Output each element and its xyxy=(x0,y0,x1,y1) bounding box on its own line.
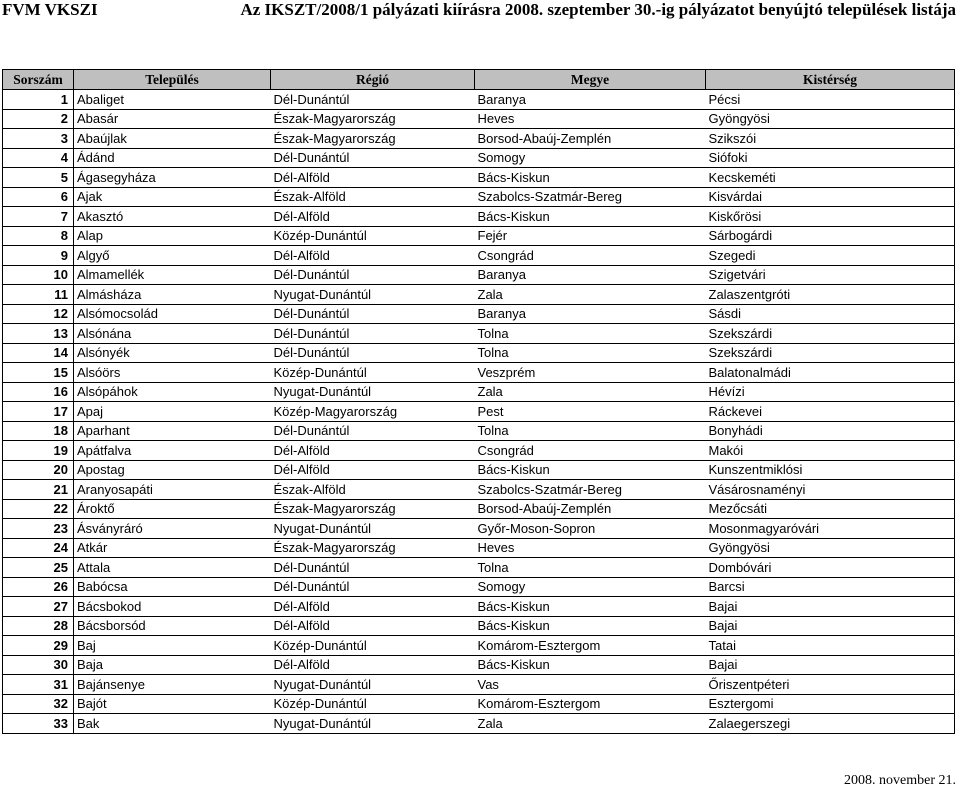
row-number: 31 xyxy=(3,675,74,695)
region-name: Észak-Alföld xyxy=(271,187,475,207)
county-name: Baranya xyxy=(475,265,706,285)
column-header-sorszam: Sorszám xyxy=(3,70,74,90)
county-name: Szabolcs-Szatmár-Bereg xyxy=(475,187,706,207)
region-name: Dél-Alföld xyxy=(271,597,475,617)
table-row xyxy=(3,285,955,305)
region-name: Dél-Dunántúl xyxy=(271,90,475,110)
row-number: 4 xyxy=(3,148,74,168)
region-name: Nyugat-Dunántúl xyxy=(271,382,475,402)
subregion-name: Tatai xyxy=(706,636,955,656)
row-number: 8 xyxy=(3,226,74,246)
county-name: Tolna xyxy=(475,558,706,578)
column-header-kisterseg: Kistérség xyxy=(706,70,955,90)
settlement-name: Abaliget xyxy=(74,90,271,110)
subregion-name: Esztergomi xyxy=(706,694,955,714)
region-name: Közép-Dunántúl xyxy=(271,636,475,656)
subregion-name: Gyöngyösi xyxy=(706,538,955,558)
region-name: Nyugat-Dunántúl xyxy=(271,675,475,695)
row-number: 27 xyxy=(3,597,74,617)
region-name: Dél-Alföld xyxy=(271,246,475,266)
subregion-name: Szigetvári xyxy=(706,265,955,285)
region-name: Közép-Dunántúl xyxy=(271,694,475,714)
table-row xyxy=(3,265,955,285)
table-header-row xyxy=(3,70,955,90)
table-row xyxy=(3,109,955,129)
row-number: 7 xyxy=(3,207,74,227)
row-number: 11 xyxy=(3,285,74,305)
subregion-name: Balatonalmádi xyxy=(706,363,955,383)
region-name: Nyugat-Dunántúl xyxy=(271,714,475,734)
settlement-name: Bajánsenye xyxy=(74,675,271,695)
subregion-name: Hévízi xyxy=(706,382,955,402)
settlement-name: Aranyosapáti xyxy=(74,480,271,500)
region-name: Dél-Dunántúl xyxy=(271,343,475,363)
region-name: Észak-Magyarország xyxy=(271,129,475,149)
settlement-name: Abaújlak xyxy=(74,129,271,149)
table-row xyxy=(3,363,955,383)
region-name: Dél-Dunántúl xyxy=(271,148,475,168)
settlement-name: Ágasegyháza xyxy=(74,168,271,188)
county-name: Tolna xyxy=(475,343,706,363)
county-name: Vas xyxy=(475,675,706,695)
county-name: Zala xyxy=(475,714,706,734)
county-name: Bács-Kiskun xyxy=(475,168,706,188)
table-row xyxy=(3,441,955,461)
table-row xyxy=(3,636,955,656)
county-name: Heves xyxy=(475,538,706,558)
county-name: Borsod-Abaúj-Zemplén xyxy=(475,499,706,519)
row-number: 17 xyxy=(3,402,74,422)
region-name: Dél-Alföld xyxy=(271,616,475,636)
county-name: Szabolcs-Szatmár-Bereg xyxy=(475,480,706,500)
county-name: Bács-Kiskun xyxy=(475,597,706,617)
subregion-name: Ráckevei xyxy=(706,402,955,422)
settlement-name: Apostag xyxy=(74,460,271,480)
subregion-name: Siófoki xyxy=(706,148,955,168)
row-number: 5 xyxy=(3,168,74,188)
subregion-name: Szikszói xyxy=(706,129,955,149)
row-number: 6 xyxy=(3,187,74,207)
region-name: Nyugat-Dunántúl xyxy=(271,519,475,539)
region-name: Nyugat-Dunántúl xyxy=(271,285,475,305)
settlement-name: Abasár xyxy=(74,109,271,129)
settlement-name: Attala xyxy=(74,558,271,578)
county-name: Csongrád xyxy=(475,246,706,266)
region-name: Észak-Magyarország xyxy=(271,499,475,519)
row-number: 22 xyxy=(3,499,74,519)
region-name: Közép-Dunántúl xyxy=(271,226,475,246)
subregion-name: Bonyhádi xyxy=(706,421,955,441)
table-row xyxy=(3,421,955,441)
row-number: 13 xyxy=(3,324,74,344)
column-header-megye: Megye xyxy=(475,70,706,90)
settlement-name: Alap xyxy=(74,226,271,246)
table-row xyxy=(3,129,955,149)
county-name: Bács-Kiskun xyxy=(475,655,706,675)
settlement-name: Babócsa xyxy=(74,577,271,597)
region-name: Dél-Dunántúl xyxy=(271,421,475,441)
subregion-name: Gyöngyösi xyxy=(706,109,955,129)
table-row xyxy=(3,187,955,207)
region-name: Dél-Alföld xyxy=(271,460,475,480)
subregion-name: Kecskeméti xyxy=(706,168,955,188)
county-name: Győr-Moson-Sopron xyxy=(475,519,706,539)
table-row xyxy=(3,246,955,266)
subregion-name: Zalaegerszegi xyxy=(706,714,955,734)
subregion-name: Barcsi xyxy=(706,577,955,597)
row-number: 32 xyxy=(3,694,74,714)
page-title: Az IKSZT/2008/1 pályázati kiírásra 2008. szeptember 30.-ig pályázatot benyújtó települések listája xyxy=(240,0,956,19)
row-number: 23 xyxy=(3,519,74,539)
table-row xyxy=(3,519,955,539)
row-number: 12 xyxy=(3,304,74,324)
region-name: Dél-Dunántúl xyxy=(271,558,475,578)
table-row xyxy=(3,499,955,519)
county-name: Zala xyxy=(475,382,706,402)
row-number: 18 xyxy=(3,421,74,441)
county-name: Somogy xyxy=(475,148,706,168)
settlement-name: Ároktő xyxy=(74,499,271,519)
table-row xyxy=(3,480,955,500)
row-number: 33 xyxy=(3,714,74,734)
settlement-name: Algyő xyxy=(74,246,271,266)
settlement-name: Aparhant xyxy=(74,421,271,441)
row-number: 29 xyxy=(3,636,74,656)
column-header-telepules: Település xyxy=(74,70,271,90)
settlement-name: Alsómocsolád xyxy=(74,304,271,324)
column-header-regio: Régió xyxy=(271,70,475,90)
row-number: 10 xyxy=(3,265,74,285)
region-name: Dél-Dunántúl xyxy=(271,304,475,324)
table-body xyxy=(3,90,955,734)
settlement-name: Alsópáhok xyxy=(74,382,271,402)
row-number: 14 xyxy=(3,343,74,363)
region-name: Dél-Dunántúl xyxy=(271,324,475,344)
table-row xyxy=(3,714,955,734)
table-row xyxy=(3,90,955,110)
row-number: 9 xyxy=(3,246,74,266)
region-name: Észak-Magyarország xyxy=(271,538,475,558)
settlement-name: Bácsbokod xyxy=(74,597,271,617)
subregion-name: Mezőcsáti xyxy=(706,499,955,519)
settlement-name: Baj xyxy=(74,636,271,656)
county-name: Baranya xyxy=(475,90,706,110)
settlement-name: Apaj xyxy=(74,402,271,422)
region-name: Dél-Dunántúl xyxy=(271,265,475,285)
county-name: Bács-Kiskun xyxy=(475,616,706,636)
row-number: 20 xyxy=(3,460,74,480)
table-row xyxy=(3,324,955,344)
county-name: Somogy xyxy=(475,577,706,597)
table-row xyxy=(3,207,955,227)
table-row xyxy=(3,616,955,636)
settlement-name: Alsónyék xyxy=(74,343,271,363)
table-row xyxy=(3,148,955,168)
row-number: 21 xyxy=(3,480,74,500)
settlement-name: Bajót xyxy=(74,694,271,714)
subregion-name: Szegedi xyxy=(706,246,955,266)
row-number: 28 xyxy=(3,616,74,636)
region-name: Dél-Alföld xyxy=(271,441,475,461)
subregion-name: Szekszárdi xyxy=(706,343,955,363)
county-name: Heves xyxy=(475,109,706,129)
county-name: Komárom-Esztergom xyxy=(475,694,706,714)
row-number: 16 xyxy=(3,382,74,402)
table-row xyxy=(3,304,955,324)
subregion-name: Makói xyxy=(706,441,955,461)
subregion-name: Dombóvári xyxy=(706,558,955,578)
table-row xyxy=(3,538,955,558)
county-name: Borsod-Abaúj-Zemplén xyxy=(475,129,706,149)
table-row xyxy=(3,343,955,363)
settlement-name: Apátfalva xyxy=(74,441,271,461)
region-name: Dél-Alföld xyxy=(271,207,475,227)
settlement-name: Ásványráró xyxy=(74,519,271,539)
subregion-name: Bajai xyxy=(706,616,955,636)
document-date: 2008. november 21. xyxy=(844,773,956,788)
settlement-name: Bak xyxy=(74,714,271,734)
table-row xyxy=(3,558,955,578)
table-row xyxy=(3,577,955,597)
settlement-name: Ádánd xyxy=(74,148,271,168)
table-row xyxy=(3,694,955,714)
table-row xyxy=(3,460,955,480)
county-name: Bács-Kiskun xyxy=(475,460,706,480)
table-row xyxy=(3,655,955,675)
county-name: Tolna xyxy=(475,324,706,344)
settlement-name: Baja xyxy=(74,655,271,675)
county-name: Csongrád xyxy=(475,441,706,461)
county-name: Fejér xyxy=(475,226,706,246)
table-row xyxy=(3,675,955,695)
settlement-name: Alsóörs xyxy=(74,363,271,383)
county-name: Zala xyxy=(475,285,706,305)
settlements-table xyxy=(2,69,955,734)
table-row xyxy=(3,382,955,402)
county-name: Komárom-Esztergom xyxy=(475,636,706,656)
subregion-name: Bajai xyxy=(706,597,955,617)
table-row xyxy=(3,402,955,422)
subregion-name: Kisvárdai xyxy=(706,187,955,207)
subregion-name: Bajai xyxy=(706,655,955,675)
county-name: Baranya xyxy=(475,304,706,324)
table-row xyxy=(3,597,955,617)
row-number: 30 xyxy=(3,655,74,675)
table-row xyxy=(3,168,955,188)
county-name: Pest xyxy=(475,402,706,422)
row-number: 3 xyxy=(3,129,74,149)
row-number: 19 xyxy=(3,441,74,461)
subregion-name: Pécsi xyxy=(706,90,955,110)
settlement-name: Almamellék xyxy=(74,265,271,285)
subregion-name: Őriszentpéteri xyxy=(706,675,955,695)
region-name: Dél-Alföld xyxy=(271,655,475,675)
region-name: Észak-Alföld xyxy=(271,480,475,500)
region-name: Dél-Alföld xyxy=(271,168,475,188)
row-number: 25 xyxy=(3,558,74,578)
county-name: Bács-Kiskun xyxy=(475,207,706,227)
subregion-name: Vásárosnaményi xyxy=(706,480,955,500)
county-name: Veszprém xyxy=(475,363,706,383)
page-header xyxy=(2,0,958,22)
row-number: 24 xyxy=(3,538,74,558)
settlement-name: Atkár xyxy=(74,538,271,558)
region-name: Közép-Magyarország xyxy=(271,402,475,422)
county-name: Tolna xyxy=(475,421,706,441)
row-number: 15 xyxy=(3,363,74,383)
settlement-name: Almásháza xyxy=(74,285,271,305)
row-number: 2 xyxy=(3,109,74,129)
subregion-name: Sárbogárdi xyxy=(706,226,955,246)
subregion-name: Kunszentmiklósi xyxy=(706,460,955,480)
organization-name: FVM VKSZI xyxy=(2,0,98,19)
subregion-name: Mosonmagyaróvári xyxy=(706,519,955,539)
subregion-name: Kiskőrösi xyxy=(706,207,955,227)
settlement-name: Akasztó xyxy=(74,207,271,227)
settlement-name: Ajak xyxy=(74,187,271,207)
subregion-name: Zalaszentgróti xyxy=(706,285,955,305)
region-name: Észak-Magyarország xyxy=(271,109,475,129)
settlement-name: Alsónána xyxy=(74,324,271,344)
region-name: Dél-Dunántúl xyxy=(271,577,475,597)
row-number: 26 xyxy=(3,577,74,597)
table-row xyxy=(3,226,955,246)
settlement-name: Bácsborsód xyxy=(74,616,271,636)
subregion-name: Szekszárdi xyxy=(706,324,955,344)
row-number: 1 xyxy=(3,90,74,110)
subregion-name: Sásdi xyxy=(706,304,955,324)
region-name: Közép-Dunántúl xyxy=(271,363,475,383)
